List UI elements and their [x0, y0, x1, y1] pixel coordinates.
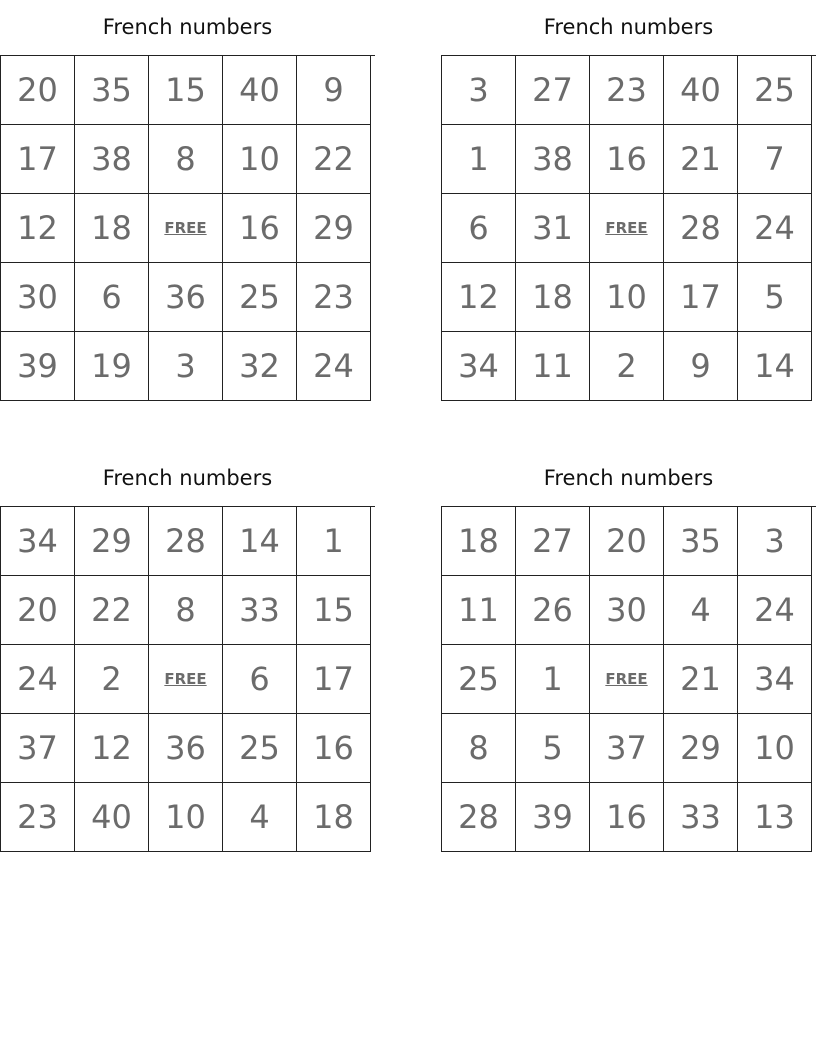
bingo-cell: 38: [75, 125, 149, 194]
card-title: French numbers: [543, 15, 714, 39]
bingo-cell: 29: [664, 714, 738, 783]
bingo-cell: 10: [738, 714, 812, 783]
bingo-cell: 2: [590, 332, 664, 401]
bingo-cell: 37: [1, 714, 75, 783]
bingo-cell: 24: [738, 576, 812, 645]
bingo-card-2: [441, 0, 816, 401]
bingo-cell: 23: [297, 263, 371, 332]
bingo-cell: 21: [664, 645, 738, 714]
bingo-cell: 40: [75, 783, 149, 852]
bingo-grid: [441, 55, 816, 401]
bingo-cell: 6: [223, 645, 297, 714]
bingo-cell: 9: [664, 332, 738, 401]
bingo-cell: 38: [516, 125, 590, 194]
bingo-cell: 1: [297, 507, 371, 576]
bingo-cell: 11: [516, 332, 590, 401]
bingo-cell: 11: [442, 576, 516, 645]
bingo-cell: 18: [516, 263, 590, 332]
bingo-cell: 1: [442, 125, 516, 194]
bingo-cell: 20: [1, 56, 75, 125]
bingo-cell: 28: [664, 194, 738, 263]
bingo-cell: 37: [590, 714, 664, 783]
bingo-cell: 27: [516, 56, 590, 125]
bingo-cell: 14: [223, 507, 297, 576]
bingo-cell: 35: [664, 507, 738, 576]
bingo-cell: 12: [442, 263, 516, 332]
bingo-cell: 6: [75, 263, 149, 332]
bingo-cell: 36: [149, 263, 223, 332]
bingo-cell: 28: [149, 507, 223, 576]
bingo-grid: [441, 506, 816, 852]
bingo-cell: 25: [738, 56, 812, 125]
card-title: French numbers: [102, 466, 273, 490]
bingo-cell: 25: [223, 263, 297, 332]
bingo-cell: 12: [75, 714, 149, 783]
bingo-cell: 24: [738, 194, 812, 263]
bingo-cell: 23: [590, 56, 664, 125]
bingo-cell: 30: [590, 576, 664, 645]
bingo-cell: 22: [75, 576, 149, 645]
bingo-cell: 17: [664, 263, 738, 332]
bingo-cell: 23: [1, 783, 75, 852]
bingo-cell: 15: [297, 576, 371, 645]
bingo-cell: 8: [442, 714, 516, 783]
bingo-cell: 16: [590, 783, 664, 852]
free-space: FREE: [590, 645, 664, 714]
bingo-cell: 16: [297, 714, 371, 783]
bingo-cell: 34: [738, 645, 812, 714]
bingo-cell: 18: [442, 507, 516, 576]
bingo-cell: 40: [664, 56, 738, 125]
bingo-cell: 8: [149, 125, 223, 194]
bingo-cell: 7: [738, 125, 812, 194]
bingo-card-4: [441, 451, 816, 852]
bingo-cell: 3: [149, 332, 223, 401]
bingo-cell: 25: [442, 645, 516, 714]
bingo-cell: 6: [442, 194, 516, 263]
bingo-cell: 15: [149, 56, 223, 125]
bingo-cell: 39: [1, 332, 75, 401]
bingo-cell: 26: [516, 576, 590, 645]
bingo-cell: 3: [738, 507, 812, 576]
bingo-cell: 2: [75, 645, 149, 714]
bingo-cell: 30: [1, 263, 75, 332]
bingo-cell: 31: [516, 194, 590, 263]
bingo-cell: 34: [1, 507, 75, 576]
bingo-cell: 19: [75, 332, 149, 401]
bingo-cell: 10: [149, 783, 223, 852]
card-title: French numbers: [102, 15, 273, 39]
bingo-cell: 32: [223, 332, 297, 401]
bingo-cell: 12: [1, 194, 75, 263]
bingo-cell: 13: [738, 783, 812, 852]
bingo-cell: 35: [75, 56, 149, 125]
bingo-cell: 4: [223, 783, 297, 852]
bingo-cell: 4: [664, 576, 738, 645]
bingo-cell: 17: [297, 645, 371, 714]
bingo-cell: 16: [223, 194, 297, 263]
bingo-cell: 24: [297, 332, 371, 401]
bingo-cell: 39: [516, 783, 590, 852]
bingo-cell: 14: [738, 332, 812, 401]
bingo-cell: 29: [297, 194, 371, 263]
bingo-cell: 10: [223, 125, 297, 194]
bingo-cell: 28: [442, 783, 516, 852]
bingo-cell: 16: [590, 125, 664, 194]
bingo-cell: 18: [297, 783, 371, 852]
bingo-cell: 10: [590, 263, 664, 332]
bingo-cell: 8: [149, 576, 223, 645]
free-space: FREE: [590, 194, 664, 263]
bingo-cell: 17: [1, 125, 75, 194]
bingo-cell: 33: [664, 783, 738, 852]
card-title: French numbers: [543, 466, 714, 490]
free-space: FREE: [149, 194, 223, 263]
bingo-cell: 27: [516, 507, 590, 576]
bingo-grid: [0, 506, 375, 852]
bingo-cell: 36: [149, 714, 223, 783]
bingo-cell: 1: [516, 645, 590, 714]
bingo-grid: [0, 55, 375, 401]
bingo-cell: 33: [223, 576, 297, 645]
bingo-cell: 3: [442, 56, 516, 125]
free-space: FREE: [149, 645, 223, 714]
bingo-cell: 22: [297, 125, 371, 194]
bingo-cell: 9: [297, 56, 371, 125]
bingo-card-1: [0, 0, 375, 401]
bingo-card-3: [0, 451, 375, 852]
bingo-cell: 24: [1, 645, 75, 714]
bingo-cell: 29: [75, 507, 149, 576]
bingo-cell: 5: [516, 714, 590, 783]
bingo-cell: 34: [442, 332, 516, 401]
bingo-cell: 5: [738, 263, 812, 332]
bingo-cell: 20: [590, 507, 664, 576]
bingo-cell: 20: [1, 576, 75, 645]
bingo-cell: 21: [664, 125, 738, 194]
bingo-cell: 25: [223, 714, 297, 783]
bingo-cell: 40: [223, 56, 297, 125]
bingo-cell: 18: [75, 194, 149, 263]
